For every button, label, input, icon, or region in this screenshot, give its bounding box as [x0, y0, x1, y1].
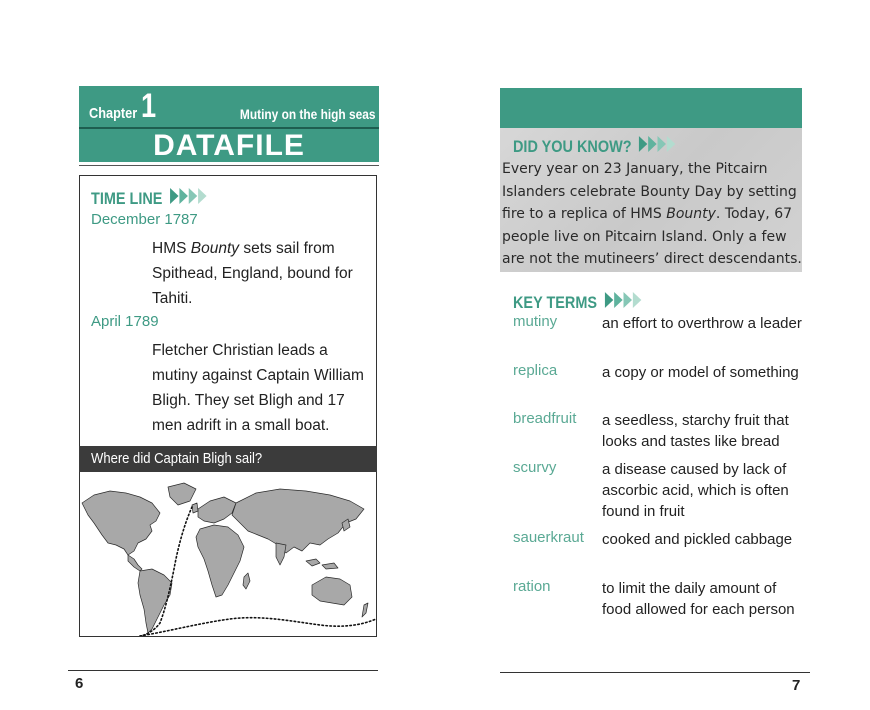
world-map: [80, 473, 376, 636]
timeline-date: December 1787: [91, 211, 198, 228]
timeline-heading-text: TIME LINE: [91, 189, 163, 208]
key-terms-heading-text: KEY TERMS: [513, 293, 598, 312]
chevron-arrows-icon: [170, 186, 213, 206]
did-you-know-heading: [513, 134, 681, 157]
page-number: 6: [75, 675, 84, 692]
key-term-definition: an effort to overthrow a leader: [602, 315, 802, 332]
key-terms-heading: [513, 290, 647, 313]
key-term: scurvy: [513, 459, 557, 476]
key-term-definition: a seedless, starchy fruit that looks and tastes like bread: [602, 412, 789, 450]
map-caption: Where did Captain Bligh sail?: [91, 451, 263, 467]
teal-header-bar: [500, 88, 802, 128]
chapter-number: 1: [141, 87, 157, 125]
banner-underline: [79, 165, 379, 166]
timeline-date: April 1789: [91, 313, 159, 330]
chevron-arrows-icon: [604, 290, 647, 310]
key-term: breadfruit: [513, 410, 577, 427]
chapter-banner: [79, 86, 379, 162]
chapter-label: Chapter: [89, 105, 138, 122]
chapter-title: Mutiny on the high seas: [239, 106, 375, 122]
timeline-description: Fletcher Christian leads a mutiny against Captain William Bligh. They set Bligh and 17 men adrift in a small boat.: [152, 342, 364, 434]
key-term: replica: [513, 362, 558, 379]
key-term-definition: a copy or model of something: [602, 364, 799, 381]
key-term: sauerkraut: [513, 529, 584, 546]
chevron-arrows-icon: [639, 134, 682, 154]
key-term-definition: cooked and pickled cabbage: [602, 531, 793, 548]
key-term: ration: [513, 578, 551, 595]
timeline-heading: [91, 186, 212, 209]
did-you-know-text: Every year on 23 January, the Pitcairn Islanders celebrate Bounty Day by setting fire to a replica of HMS Bounty. Today, 67 people live on Pitcairn Island. Only a few are not the mutineers’ direct descendants.: [502, 161, 802, 267]
world-map-icon: [80, 473, 376, 636]
key-term-definition: a disease caused by lack of ascorbic acid, which is often found in fruit: [602, 461, 789, 520]
page-number: 7: [792, 677, 801, 694]
map-caption-bar: [79, 446, 377, 472]
timeline-description: HMS Bounty sets sail from Spithead, England, bound for Tahiti.: [152, 240, 353, 307]
key-term-definition: to limit the daily amount of food allowed for each person: [602, 580, 795, 618]
page-divider: [500, 672, 810, 673]
page-divider: [68, 670, 378, 671]
key-term: mutiny: [513, 313, 558, 330]
datafile-title: DATAFILE: [153, 129, 305, 162]
did-you-know-heading-text: DID YOU KNOW?: [513, 137, 632, 156]
